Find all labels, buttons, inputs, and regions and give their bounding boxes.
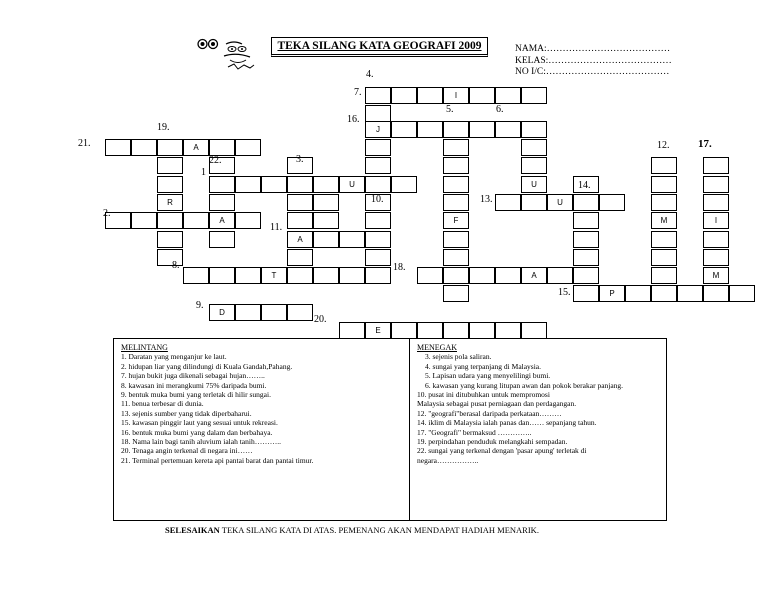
grid-cell[interactable]: U (521, 176, 547, 193)
across-heading: MELINTANG (121, 343, 168, 352)
grid-cell[interactable] (365, 87, 391, 104)
clue-number: 22. (209, 155, 222, 166)
grid-cell[interactable] (417, 267, 443, 284)
grid-cell[interactable]: M (703, 267, 729, 284)
grid-cell[interactable] (703, 176, 729, 193)
grid-cell[interactable] (235, 267, 261, 284)
clue-number: 1 (201, 167, 206, 178)
across-clue: 2. hidupan liar yang dilindungi di Kuala Gandah,Pahang. (121, 361, 293, 371)
across-clue: 11. benua terbesar di dunia. (121, 399, 204, 409)
ic-number-field: NO I/C:………………………………… (515, 67, 670, 77)
grid-cell[interactable] (521, 121, 547, 138)
clue-number: 13. (480, 194, 493, 205)
footer-note (165, 525, 539, 535)
grid-cell[interactable] (417, 87, 443, 104)
grid-cell[interactable] (625, 285, 651, 302)
grid-cell[interactable] (573, 285, 599, 302)
grid-cell[interactable] (547, 267, 573, 284)
clue-number: 10. (371, 194, 384, 205)
grid-cell[interactable] (209, 139, 235, 156)
across-clue: 21. Terminal pertemuan kereta api pantai barat dan pantai timur. (121, 455, 314, 465)
grid-cell[interactable] (131, 212, 157, 229)
grid-cell[interactable] (313, 194, 339, 211)
clue-number: 14. (578, 180, 591, 191)
clue-number: 21. (78, 138, 91, 149)
down-clue: Malaysia sebagai pusat perniagaan dan perdagangan. (417, 399, 577, 409)
clue-number: 20. (314, 314, 327, 325)
grid-cell[interactable] (469, 322, 495, 339)
across-clue: 1. Daratan yang menganjur ke laut. (121, 352, 227, 362)
grid-cell[interactable] (261, 304, 287, 321)
grid-cell[interactable]: A (183, 139, 209, 156)
class-field: KELAS:………………………………… (515, 56, 672, 66)
grid-cell[interactable]: U (339, 176, 365, 193)
down-clue: 12. "geografi"berasal daripada perkataan……… (417, 408, 562, 418)
clue-number: 15. (558, 287, 571, 298)
grid-cell[interactable]: J (365, 121, 391, 138)
grid-cell[interactable]: R (157, 194, 183, 211)
grid-cell[interactable] (391, 121, 417, 138)
page-title: TEKA SILANG KATA GEOGRAFI 2009 (271, 37, 488, 57)
grid-cell[interactable] (261, 176, 287, 193)
grid-cell[interactable] (313, 267, 339, 284)
clue-number: 5. (446, 104, 454, 115)
grid-cell[interactable] (131, 139, 157, 156)
grid-cell[interactable] (573, 212, 599, 229)
grid-cell[interactable] (443, 322, 469, 339)
grid-cell[interactable] (157, 231, 183, 248)
clue-number: 17. (698, 138, 712, 150)
grid-cell[interactable]: A (521, 267, 547, 284)
down-clue: 4. sungai yang terpanjang di Malaysia. (425, 361, 542, 371)
grid-cell[interactable] (443, 176, 469, 193)
grid-cell[interactable] (651, 249, 677, 266)
grid-cell[interactable]: E (365, 322, 391, 339)
grid-cell[interactable] (495, 322, 521, 339)
grid-cell[interactable] (469, 121, 495, 138)
grid-cell[interactable] (729, 285, 755, 302)
grid-cell[interactable] (313, 176, 339, 193)
grid-cell[interactable] (235, 139, 261, 156)
clue-divider (409, 338, 410, 521)
grid-cell[interactable] (313, 212, 339, 229)
grid-cell[interactable] (703, 285, 729, 302)
grid-cell[interactable] (651, 194, 677, 211)
grid-cell[interactable]: P (599, 285, 625, 302)
grid-cell[interactable]: T (261, 267, 287, 284)
grid-cell[interactable] (521, 322, 547, 339)
grid-cell[interactable] (443, 139, 469, 156)
grid-cell[interactable] (365, 267, 391, 284)
grid-cell[interactable] (495, 87, 521, 104)
clue-number: 4. (366, 69, 374, 80)
grid-cell[interactable] (365, 105, 391, 122)
footer-rest: TEKA SILANG KATA DI ATAS. PEMENANG AKAN MENDAPAT HADIAH MENARIK. (219, 525, 539, 535)
grid-cell[interactable] (703, 231, 729, 248)
grid-cell[interactable] (443, 231, 469, 248)
grid-cell[interactable] (287, 212, 313, 229)
grid-cell[interactable] (651, 231, 677, 248)
clue-number: 2. (103, 208, 111, 219)
grid-cell[interactable]: A (287, 231, 313, 248)
clue-number: 12. (657, 140, 670, 151)
grid-cell[interactable] (651, 267, 677, 284)
grid-cell[interactable] (495, 121, 521, 138)
grid-cell[interactable] (443, 285, 469, 302)
grid-cell[interactable]: M (651, 212, 677, 229)
grid-cell[interactable] (651, 157, 677, 174)
grid-cell[interactable] (235, 212, 261, 229)
clue-number: 18. (393, 262, 406, 273)
grid-cell[interactable] (391, 87, 417, 104)
grid-cell[interactable] (495, 194, 521, 211)
grid-cell[interactable] (365, 139, 391, 156)
grid-cell[interactable] (651, 285, 677, 302)
grid-cell[interactable] (183, 212, 209, 229)
across-clue: 7. hujan bukit juga dikenali sebagai hujan…….. (121, 371, 265, 381)
across-clue: 13. sejenis sumber yang tidak diperbaharui. (121, 408, 252, 418)
across-clue: 9. bentuk muka bumi yang terletak di hilir sungai. (121, 390, 271, 400)
grid-cell[interactable]: I (443, 87, 469, 104)
down-clue: 5. Lapisan udara yang menyelilingi bumi. (425, 371, 551, 381)
grid-cell[interactable] (651, 176, 677, 193)
grid-cell[interactable] (235, 304, 261, 321)
across-clue: 20. Tenaga angin terkenal di negara ini…… (121, 446, 253, 456)
name-field: NAMA:………………………………… (515, 44, 671, 54)
grid-cell[interactable] (313, 231, 339, 248)
grid-cell[interactable] (703, 194, 729, 211)
grid-cell[interactable] (365, 176, 391, 193)
grid-cell[interactable] (521, 87, 547, 104)
clue-number: 16. (347, 114, 360, 125)
grid-cell[interactable]: I (703, 212, 729, 229)
grid-cell[interactable] (703, 157, 729, 174)
grid-cell[interactable] (157, 176, 183, 193)
grid-cell[interactable]: D (209, 304, 235, 321)
grid-cell[interactable] (573, 249, 599, 266)
grid-cell[interactable] (235, 176, 261, 193)
grid-cell[interactable] (703, 249, 729, 266)
across-clue: 8. kawasan ini merangkumi 75% daripada bumi. (121, 380, 267, 390)
clue-number: 7. (354, 87, 362, 98)
grid-cell[interactable] (365, 249, 391, 266)
down-heading: MENEGAK (417, 343, 457, 352)
clue-number: 9. (196, 300, 204, 311)
grid-cell[interactable] (521, 194, 547, 211)
across-clue: 15. kawasan pinggir laut yang sesuai untuk rekreasi. (121, 418, 278, 428)
grid-cell[interactable] (443, 157, 469, 174)
down-clues (417, 343, 623, 465)
grid-cell[interactable] (157, 139, 183, 156)
grid-cell[interactable] (209, 194, 235, 211)
grid-cell[interactable] (443, 267, 469, 284)
grid-cell[interactable] (209, 176, 235, 193)
grid-cell[interactable] (417, 322, 443, 339)
grid-cell[interactable] (287, 176, 313, 193)
grid-cell[interactable] (469, 87, 495, 104)
grid-cell[interactable] (339, 267, 365, 284)
down-clue: 19. perpindahan penduduk melangkahi sempadan. (417, 437, 568, 447)
grid-cell[interactable] (573, 267, 599, 284)
grid-cell[interactable]: U (547, 194, 573, 211)
grid-cell[interactable] (209, 231, 235, 248)
down-clue: 17. "Geografi" bermaksud ………….. (417, 427, 532, 437)
grid-cell[interactable] (391, 322, 417, 339)
grid-cell[interactable] (365, 212, 391, 229)
clue-number: 11. (270, 222, 283, 233)
down-clue: 3. sejenis pola saliran. (425, 352, 492, 362)
down-clue: 10. pusat ini ditubuhkan untuk mempromosi (417, 390, 550, 400)
grid-cell[interactable] (287, 267, 313, 284)
grid-cell[interactable] (287, 304, 313, 321)
grid-cell[interactable] (495, 267, 521, 284)
grid-cell[interactable] (391, 176, 417, 193)
grid-cell[interactable] (443, 249, 469, 266)
grid-cell[interactable] (365, 231, 391, 248)
clue-number: 3. (296, 154, 304, 165)
grid-cell[interactable] (105, 139, 131, 156)
across-clues (121, 343, 313, 465)
across-clue: 16. bentuk muka bumi yang dalam dan berbahaya. (121, 427, 273, 437)
grid-cell[interactable] (365, 157, 391, 174)
grid-cell[interactable] (443, 121, 469, 138)
grid-cell[interactable] (183, 267, 209, 284)
grid-cell[interactable] (157, 157, 183, 174)
grid-cell[interactable] (287, 194, 313, 211)
grid-cell[interactable] (677, 285, 703, 302)
grid-cell[interactable] (521, 139, 547, 156)
grid-cell[interactable] (469, 267, 495, 284)
down-clue: 6. kawasan yang kurang litupan awan dan pokok berakar panjang. (425, 380, 624, 390)
grid-cell[interactable]: A (209, 212, 235, 229)
grid-cell[interactable] (339, 231, 365, 248)
grid-cell[interactable] (417, 121, 443, 138)
down-clue: 22. sungai yang terkenal dengan 'pasar apung' terletak di (417, 446, 587, 456)
grid-cell[interactable] (287, 249, 313, 266)
grid-cell[interactable] (599, 194, 625, 211)
grid-cell[interactable] (521, 157, 547, 174)
footer-bold: SELESAIKAN (165, 525, 220, 535)
grid-cell[interactable] (573, 231, 599, 248)
down-clue: 14. iklim di Malaysia ialah panas dan…… sepanjang tahun. (417, 418, 597, 428)
grid-cell[interactable] (573, 194, 599, 211)
grid-cell[interactable] (157, 212, 183, 229)
grid-cell[interactable] (209, 267, 235, 284)
down-clue: negara…………….. (417, 455, 479, 465)
clue-number: 8. (172, 260, 180, 271)
grid-cell[interactable] (443, 194, 469, 211)
grid-cell[interactable]: F (443, 212, 469, 229)
across-clue: 18. Nama lain bagi tanih aluvium ialah tanih……….. (121, 437, 281, 447)
grid-cell[interactable] (339, 322, 365, 339)
clue-number: 6. (496, 104, 504, 115)
clue-number: 19. (157, 122, 170, 133)
